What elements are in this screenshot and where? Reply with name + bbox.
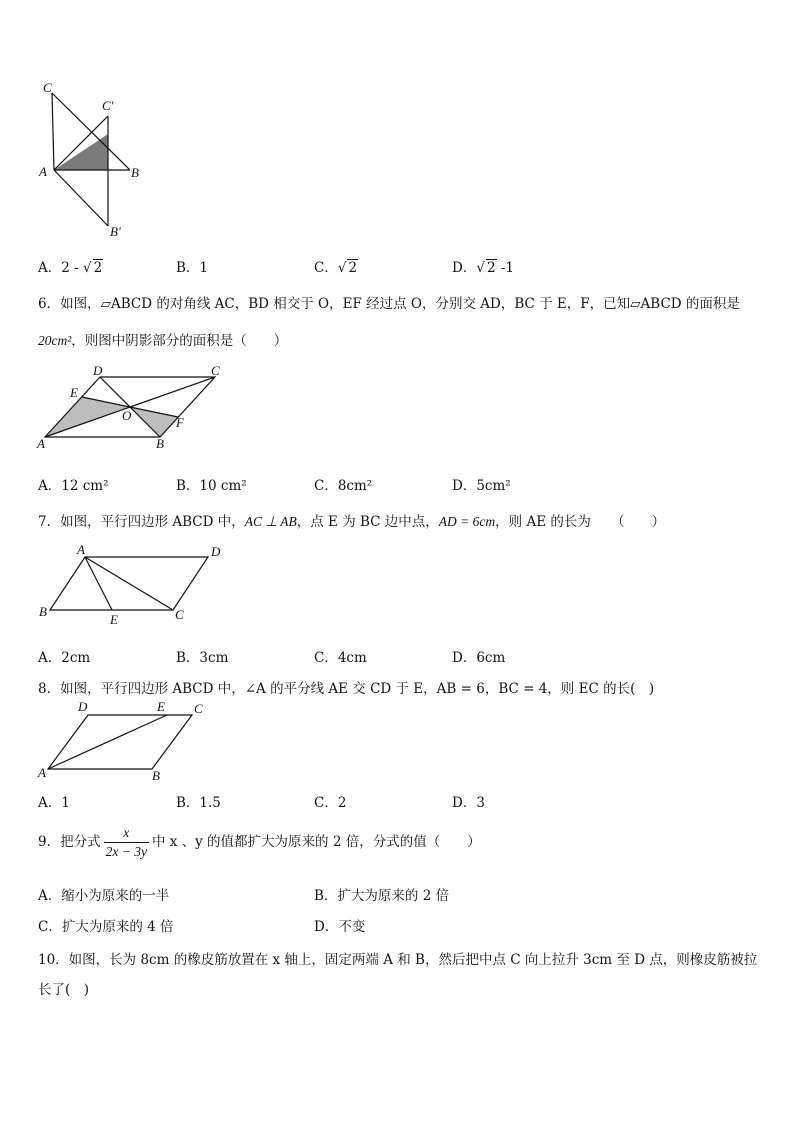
label-E: E xyxy=(70,385,78,400)
q10-text-line1: 10．如图，长为 8cm 的橡皮筋放置在 x 轴上，固定两端 A 和 B，然后把中点 C 向上拉升 3cm 至 D 点，则橡皮筋被拉 xyxy=(38,952,758,968)
label-C: C xyxy=(194,701,203,716)
q8-text: 8．如图，平行四边形 ABCD 中，∠A 的平分线 AE 交 CD 于 E，AB = 6，BC = 4，则 EC 的长( ) xyxy=(38,681,655,697)
label-A: A xyxy=(37,436,45,451)
label-O: O xyxy=(122,408,132,423)
q9-option-a: A．缩小为原来的一半 xyxy=(38,888,170,904)
label-E: E xyxy=(157,699,165,714)
q6-option-b: B．10 cm² xyxy=(176,478,247,494)
shaded-region xyxy=(54,134,108,170)
label-C: C xyxy=(175,607,184,622)
label-E: E xyxy=(110,612,118,627)
shaded-triangle-left xyxy=(45,397,130,437)
label-B: B xyxy=(131,165,139,180)
q7-text: 7．如图，平行四边形 ABCD 中，AC ⊥ AB，点 E 为 BC 边中点，AD = 6cm，则 AE 的长为 （ ） xyxy=(38,514,666,530)
q9-text: 9．把分式 $\frac{x}{2x - 3y}$ 中 x 、y 的值都扩大为原来的 2 倍，分式的值（ ） xyxy=(38,825,481,859)
q6-option-d: D．5cm² xyxy=(452,478,511,494)
q5-option-b: B．1 xyxy=(176,260,209,276)
q8-option-c: C．2 xyxy=(314,795,347,811)
q6-text-line1: 6．如图，▱ABCD 的对角线 AC，BD 相交于 O，EF 经过点 O，分别交 AD，BC 于 E，F，已知▱ABCD 的面积是 xyxy=(38,296,740,312)
q8-option-a: A．1 xyxy=(38,795,70,811)
q9-fraction: $\frac{x}{2x - 3y}$ xyxy=(105,825,147,859)
label-B-prime: B′ xyxy=(110,224,121,239)
label-F: F xyxy=(176,415,184,430)
q8-option-d: D．3 xyxy=(452,795,485,811)
q5-option-d: D．√ 2 -1 xyxy=(452,260,514,276)
figure-q7 xyxy=(30,542,230,628)
label-D: D xyxy=(78,699,88,714)
q6-option-c: C．8cm² xyxy=(314,478,373,494)
figure-q6 xyxy=(30,360,230,452)
q7-option-c: C．4cm xyxy=(314,650,367,666)
q9-option-c: C．扩大为原来的 4 倍 xyxy=(38,919,174,935)
label-A: A xyxy=(77,542,85,557)
label-D: D xyxy=(93,363,103,378)
q7-option-a: A．2cm xyxy=(38,650,91,666)
label-B: B xyxy=(156,436,164,451)
figure-q8 xyxy=(30,697,210,783)
q7-option-d: D．6cm xyxy=(452,650,506,666)
q7-option-b: B．3cm xyxy=(176,650,229,666)
figure-q5 xyxy=(30,78,160,243)
label-C: C xyxy=(43,80,52,95)
label-B: B xyxy=(39,604,47,619)
q9-option-b: B．扩大为原来的 2 倍 xyxy=(314,888,450,904)
label-A: A xyxy=(38,765,46,780)
q5-option-a: A．2 - √ 2 xyxy=(38,260,103,276)
label-A: A xyxy=(39,164,47,179)
q6-text-line2: 20cm²，则图中阴影部分的面积是（ ） xyxy=(38,333,288,349)
label-D: D xyxy=(211,544,221,559)
q9-option-d: D．不变 xyxy=(314,919,366,935)
label-C: C xyxy=(211,363,220,378)
q6-option-a: A．12 cm² xyxy=(38,478,109,494)
q10-text-line2: 长了( ) xyxy=(38,982,90,998)
label-B: B xyxy=(152,768,160,783)
q8-option-b: B．1.5 xyxy=(176,795,221,811)
q5-option-c: C．√ 2 xyxy=(314,260,358,276)
label-C-prime: C′ xyxy=(102,98,114,113)
